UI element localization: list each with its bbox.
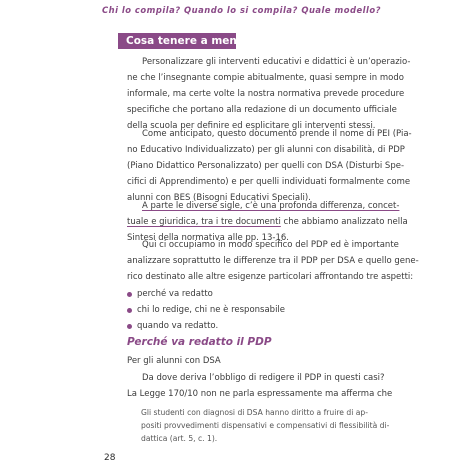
list-item-text: perché va redatto <box>137 289 213 299</box>
text-line <box>127 198 400 214</box>
running-head: Chi lo compila? Quando lo si compila? Quale modello? <box>102 5 382 15</box>
text-line: rico destinato alle altre esigenze particolari affrontando tre aspetti: <box>127 272 414 282</box>
text-line: Sintesi della normativa alle pp. 13-16. <box>127 233 289 243</box>
bullet-list <box>127 286 285 334</box>
underlined-text: A parte le diverse sigle, c’è una profonda differenza, concet- <box>142 201 400 211</box>
paragraph-5 <box>127 370 393 402</box>
text-line: no Educativo Individualizzato) per gli alunni con disabilità, di PDP <box>127 145 405 155</box>
section-title: Perché va redatto il PDP <box>127 336 272 348</box>
text-line <box>127 214 408 230</box>
block-quote <box>141 406 390 445</box>
text-line: Qui ci occupiamo in modo specifico del PDP ed è importante <box>142 240 399 250</box>
text-line: cifici di Apprendimento) e per quelli individuati formalmente come <box>127 177 411 187</box>
list-item-text: chi lo redige, chi ne è responsabile <box>137 305 286 315</box>
bullet-icon <box>127 308 132 313</box>
quote-line: dattica (art. 5, c. 1). <box>141 434 218 443</box>
quote-line: Gli studenti con diagnosi di DSA hanno diritto a fruire di ap- <box>141 408 368 417</box>
quote-line: positi provvedimenti dispensativi e compensativi di flessibilità di- <box>141 421 390 430</box>
text-line: Come anticipato, questo documento prende il nome di PEI (Pia- <box>142 129 412 139</box>
text-line: alunni con BES (Bisogni Educativi Speciali). <box>127 193 311 203</box>
text-span: che abbiamo analizzato nella <box>280 217 408 227</box>
text-line: analizzare soprattutto le differenze tra il PDP per DSA e quello gene- <box>127 256 419 266</box>
list-item <box>127 318 285 334</box>
text-line: ne che l’insegnante compie abitualmente, quasi sempre in modo <box>127 73 404 83</box>
subheading: Per gli alunni con DSA <box>127 356 221 366</box>
paragraph-4 <box>127 237 419 285</box>
paragraph-1 <box>127 54 411 134</box>
text-line: La Legge 170/10 non ne parla espressamente ma afferma che <box>127 389 393 399</box>
list-item <box>127 302 285 318</box>
underlined-text: tuale e giuridica, tra i tre documenti <box>127 217 281 227</box>
text-line: specifiche che portano alla redazione di un documento ufficiale <box>127 105 397 115</box>
text-line: della scuola per definire ed esplicitare gli interventi stessi. <box>127 121 376 131</box>
text-line: (Piano Didattico Personalizzato) per quelli con DSA (Disturbi Spe- <box>127 161 405 171</box>
text-line: Da dove deriva l’obbligo di redigere il PDP in questi casi? <box>142 373 385 383</box>
list-item <box>127 286 285 302</box>
bullet-icon <box>127 292 132 297</box>
page-number: 28 <box>104 453 116 463</box>
bullet-icon <box>127 324 132 329</box>
text-line: informale, ma certe volte la nostra normativa prevede procedure <box>127 89 405 99</box>
box-title: Cosa tenere a mente <box>118 33 236 49</box>
list-item-text: quando va redatto. <box>137 321 219 331</box>
text-line: Personalizzare gli interventi educativi e didattici è un’operazio- <box>142 57 411 67</box>
